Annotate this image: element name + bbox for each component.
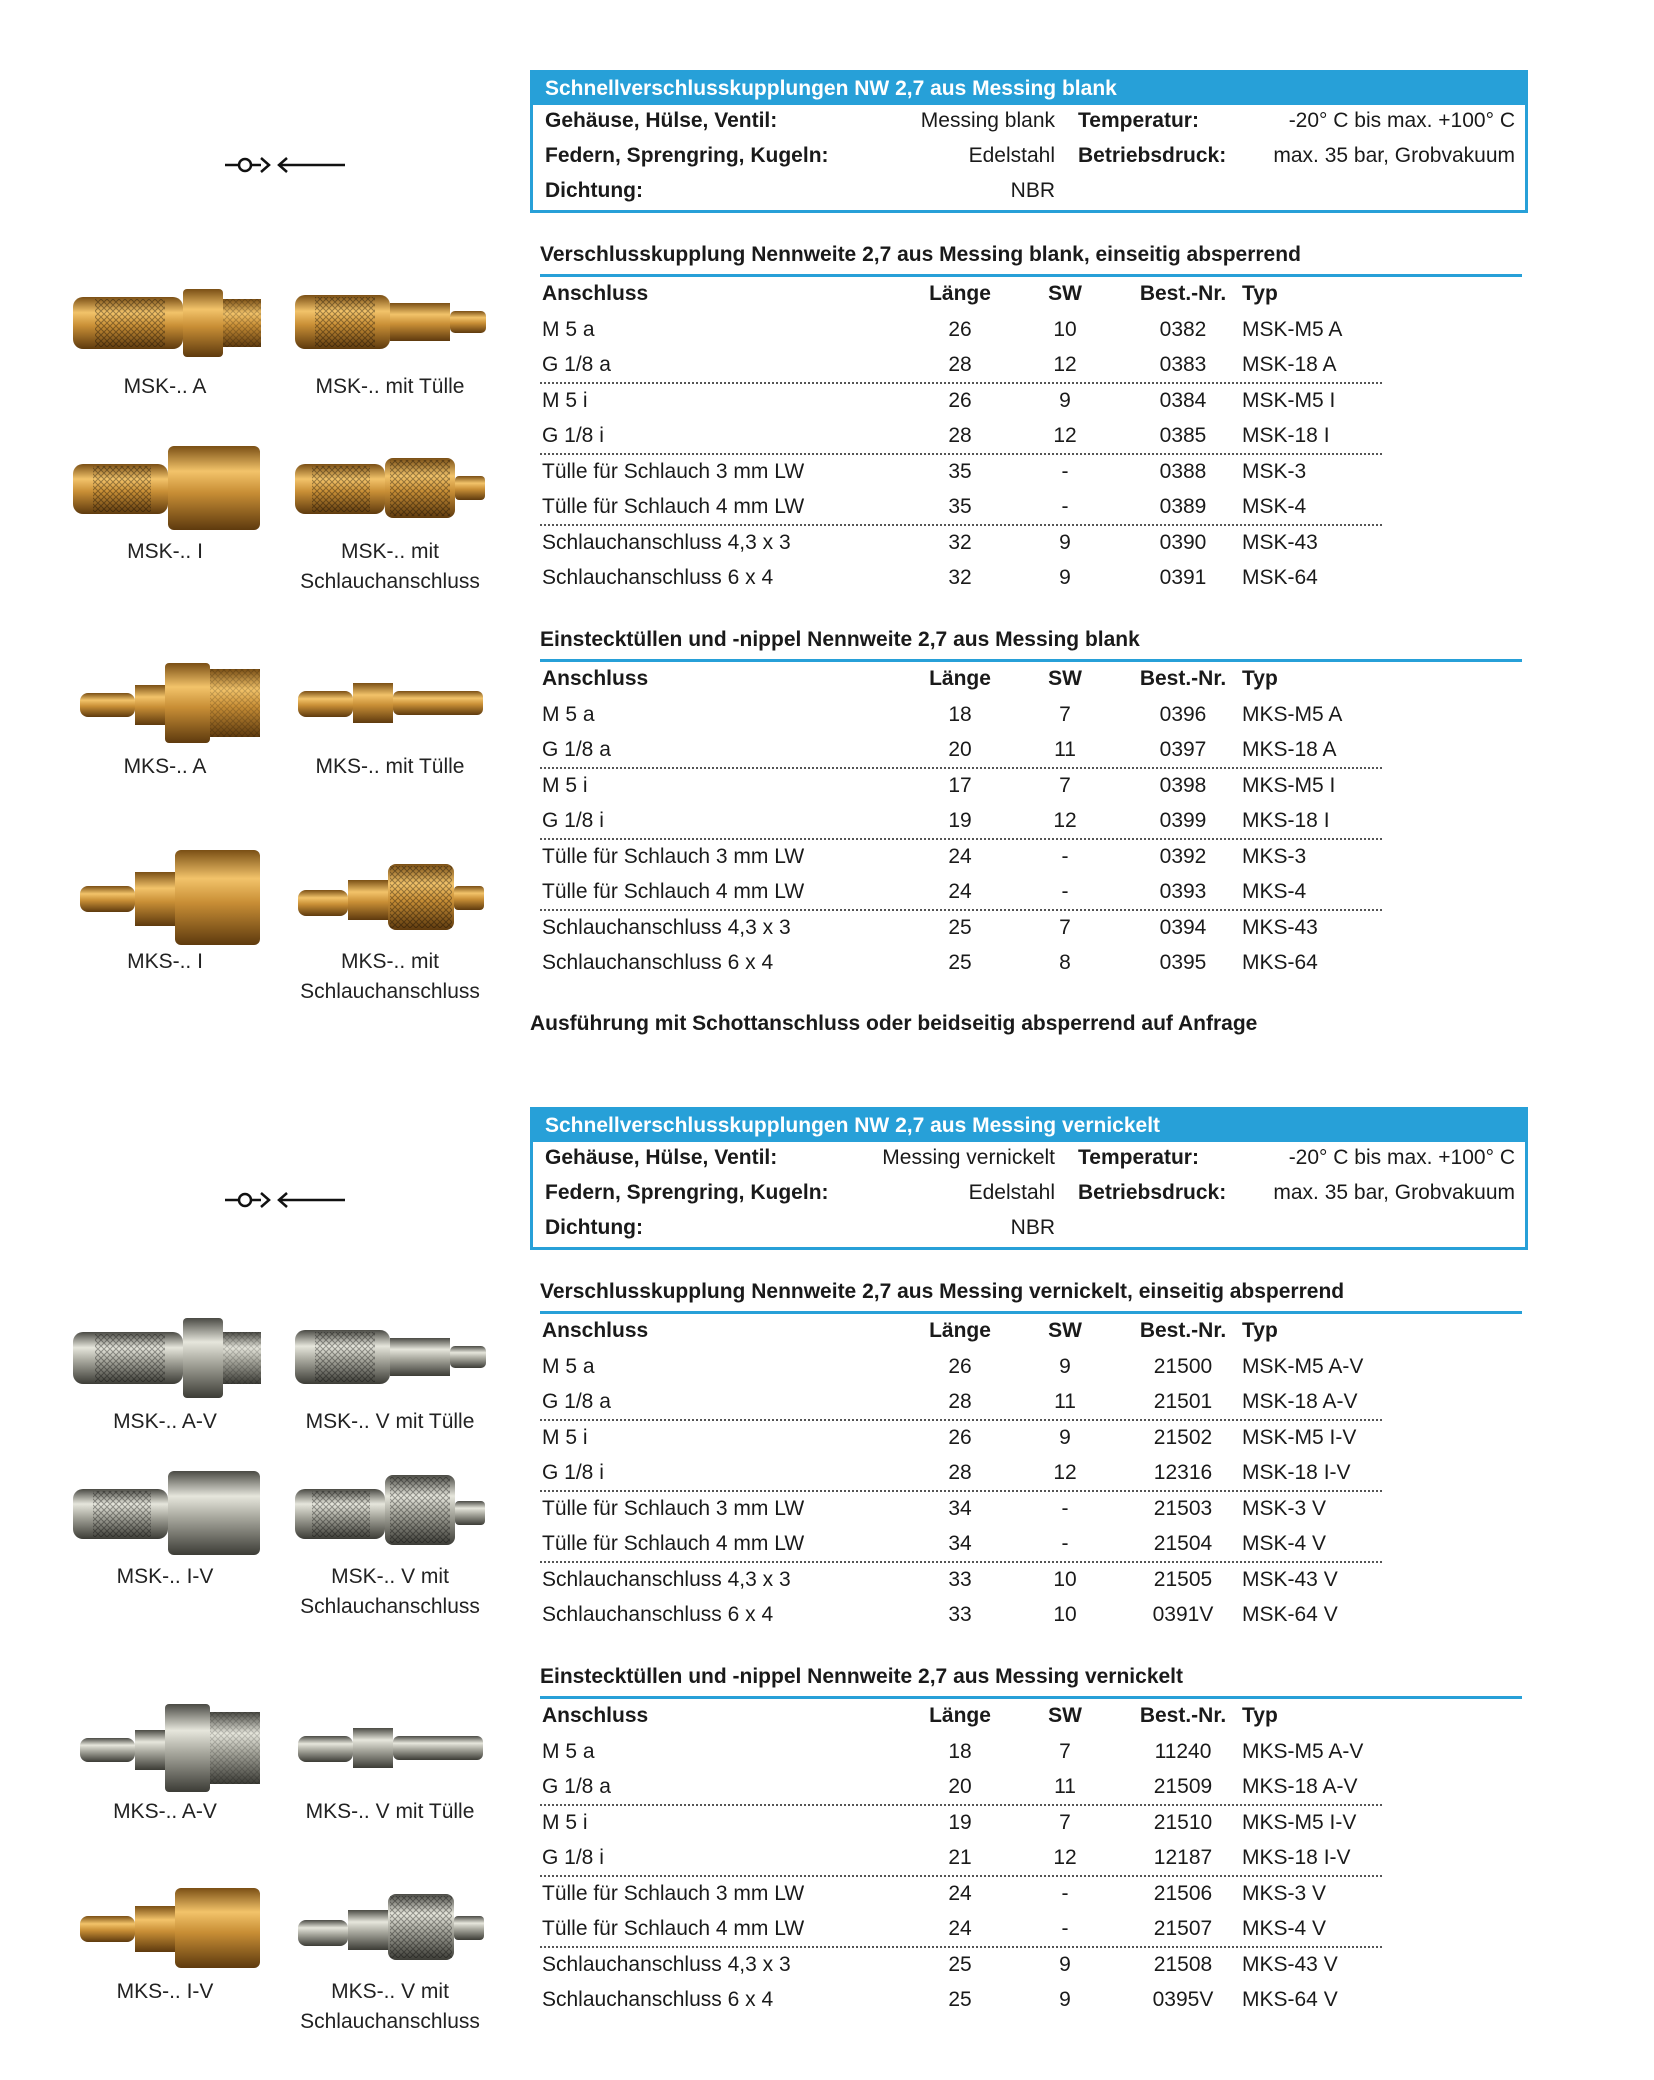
cell-laenge: 24: [948, 1917, 972, 1940]
product-table: [540, 240, 1522, 597]
caption: MKS-.. I: [127, 950, 203, 973]
cell-bestnr: 21505: [1153, 1567, 1213, 1591]
cell-anschluss: G 1/8 a: [542, 1775, 611, 1798]
cell-typ: MKS-3 V: [1242, 1881, 1327, 1905]
cell-sw: -: [1061, 880, 1069, 903]
cell-typ: MSK-M5 A-V: [1242, 1354, 1364, 1378]
column-header: Typ: [1242, 282, 1278, 305]
table-row: [540, 1492, 1522, 1528]
table-row: [540, 1770, 1382, 1806]
caption: MSK-.. A-V: [113, 1410, 217, 1433]
coupling-symbol-icon: [225, 150, 345, 180]
cell-sw: -: [1061, 495, 1069, 518]
cell-sw: 9: [1059, 530, 1071, 554]
product-table: [540, 1277, 1522, 1634]
cell-laenge: 33: [948, 1603, 972, 1626]
caption: MSK-.. mit Schlauchanschluss: [300, 540, 480, 593]
cell-anschluss: Schlauchanschluss 4,3 x 3: [542, 530, 791, 554]
cell-bestnr: 21510: [1153, 1810, 1213, 1834]
cell-laenge: 32: [948, 566, 972, 589]
column-header: Best.-Nr.: [1139, 1704, 1227, 1727]
table-row: [540, 1385, 1382, 1421]
column-header: Best.-Nr.: [1139, 667, 1227, 690]
cell-typ: MSK-M5 I-V: [1242, 1425, 1357, 1449]
column-header: Länge: [929, 667, 991, 690]
cell-anschluss: G 1/8 a: [542, 1390, 611, 1413]
cell-anschluss: M 5 a: [542, 1354, 595, 1378]
cell-bestnr: 21509: [1153, 1775, 1213, 1798]
cell-anschluss: Tülle für Schlauch 4 mm LW: [542, 1917, 805, 1940]
cell-laenge: 34: [948, 1496, 972, 1520]
cell-laenge: 26: [948, 1354, 972, 1378]
cell-sw: 7: [1059, 702, 1071, 726]
cell-sw: 11: [1054, 738, 1076, 761]
spec-box: [530, 70, 1528, 213]
cell-anschluss: Tülle für Schlauch 3 mm LW: [542, 459, 805, 483]
caption: MSK-.. mit Tülle: [315, 375, 465, 398]
spec-value: max. 35 bar, Grobvakuum: [1273, 1181, 1515, 1204]
product-image-msk-tuelle-v: [285, 1310, 495, 1437]
cell-typ: MKS-18 I-V: [1242, 1846, 1351, 1869]
cell-typ: MKS-64 V: [1242, 1988, 1338, 2011]
table-header-row: [540, 277, 1522, 313]
product-table: [540, 1662, 1522, 2019]
table-row: [540, 419, 1382, 455]
cell-sw: -: [1061, 844, 1069, 868]
column-header: Anschluss: [542, 1319, 649, 1342]
spec-label: Dichtung:: [545, 1216, 643, 1239]
table-row: [540, 1456, 1382, 1492]
cell-typ: MSK-43: [1242, 530, 1318, 554]
cell-anschluss: G 1/8 i: [542, 809, 604, 832]
column-header: Länge: [929, 282, 991, 305]
table-row: [540, 769, 1522, 805]
cell-sw: -: [1061, 1532, 1069, 1555]
cell-laenge: 32: [948, 530, 972, 554]
cell-anschluss: M 5 a: [542, 1739, 595, 1763]
cell-sw: 12: [1053, 1846, 1077, 1869]
cell-typ: MKS-M5 I-V: [1242, 1810, 1357, 1834]
cell-laenge: 21: [948, 1846, 972, 1869]
cell-bestnr: 0398: [1159, 773, 1207, 797]
cell-anschluss: Tülle für Schlauch 3 mm LW: [542, 1496, 805, 1520]
cell-typ: MSK-M5 I: [1242, 388, 1336, 412]
cell-typ: MSK-18 I: [1242, 424, 1330, 447]
table-row: [540, 1912, 1382, 1948]
table-row: [540, 1877, 1522, 1913]
cell-bestnr: 0391: [1159, 566, 1207, 589]
cell-anschluss: Schlauchanschluss 4,3 x 3: [542, 1567, 791, 1591]
caption: MKS-.. V mit Schlauchanschluss: [300, 1980, 480, 2033]
spec-value: -20° C bis max. +100° C: [1288, 1146, 1515, 1169]
cell-sw: 7: [1059, 773, 1071, 797]
cell-bestnr: 0390: [1159, 530, 1207, 554]
cell-laenge: 24: [948, 844, 972, 868]
cell-laenge: 18: [948, 1739, 972, 1763]
caption: MSK-.. A: [123, 375, 207, 398]
cell-bestnr: 0382: [1159, 317, 1207, 341]
cell-laenge: 28: [948, 1461, 972, 1484]
table-row: [540, 490, 1382, 526]
cell-laenge: 25: [948, 951, 972, 974]
caption: MKS-.. V mit Tülle: [305, 1800, 475, 1823]
spec-value: max. 35 bar, Grobvakuum: [1273, 144, 1515, 167]
cell-laenge: 35: [948, 459, 972, 483]
spec-value: Edelstahl: [968, 144, 1055, 167]
cell-laenge: 35: [948, 495, 972, 518]
cell-anschluss: Schlauchanschluss 6 x 4: [542, 951, 774, 974]
cell-sw: 10: [1053, 1567, 1077, 1591]
table-row: [540, 384, 1522, 420]
spec-label: Federn, Sprengring, Kugeln:: [545, 144, 829, 167]
spec-label: Federn, Sprengring, Kugeln:: [545, 1181, 829, 1204]
cell-sw: 7: [1059, 1739, 1071, 1763]
spec-label: Betriebsdruck:: [1078, 144, 1227, 167]
table-row: [540, 1563, 1522, 1599]
cell-bestnr: 0397: [1159, 738, 1207, 761]
cell-laenge: 26: [948, 388, 972, 412]
coupling-symbol-icon: [225, 1185, 345, 1215]
cell-typ: MSK-3 V: [1242, 1496, 1327, 1520]
cell-anschluss: G 1/8 i: [542, 1846, 604, 1869]
spec-label: Gehäuse, Hülse, Ventil:: [545, 109, 778, 132]
product-image-mks-schlauch: [285, 850, 495, 1007]
caption: MSK-.. I-V: [116, 1565, 214, 1588]
cell-sw: -: [1061, 459, 1069, 483]
table-row: [540, 1806, 1522, 1842]
cell-typ: MSK-64: [1242, 566, 1318, 589]
product-table: [540, 625, 1522, 982]
table-header-row: [540, 1314, 1522, 1350]
cell-anschluss: M 5 i: [542, 388, 588, 412]
product-image-msk-schlauch: [285, 440, 495, 597]
cell-sw: 9: [1059, 1425, 1071, 1449]
cell-anschluss: Tülle für Schlauch 3 mm LW: [542, 844, 805, 868]
cell-laenge: 25: [948, 1988, 972, 2011]
cell-typ: MSK-18 I-V: [1242, 1461, 1351, 1484]
cell-laenge: 24: [948, 1881, 972, 1905]
product-image-msk-schlauch-v: [285, 1465, 495, 1622]
product-image-msk-tuelle: [285, 275, 495, 402]
cell-bestnr: 21502: [1153, 1425, 1213, 1449]
column-header: SW: [1048, 1319, 1082, 1342]
table-header-row: [540, 662, 1522, 698]
cell-sw: 11: [1054, 1775, 1076, 1798]
cell-sw: 12: [1053, 353, 1077, 376]
cell-bestnr: 0391V: [1152, 1603, 1214, 1626]
table-row: [540, 1350, 1522, 1386]
cell-laenge: 28: [948, 353, 972, 376]
table-title: Verschlusskupplung Nennweite 2,7 aus Messing blank, einseitig absperrend: [540, 240, 1522, 277]
cell-anschluss: G 1/8 a: [542, 738, 611, 761]
cell-anschluss: Tülle für Schlauch 3 mm LW: [542, 1881, 805, 1905]
cell-sw: -: [1061, 1917, 1069, 1940]
cell-sw: -: [1061, 1496, 1069, 1520]
cell-bestnr: 21506: [1153, 1881, 1213, 1905]
cell-laenge: 25: [948, 915, 972, 939]
cell-bestnr: 0399: [1159, 809, 1207, 832]
column-header: Anschluss: [542, 1704, 649, 1727]
column-header: Typ: [1242, 667, 1278, 690]
column-header: SW: [1048, 667, 1082, 690]
table-row: [540, 455, 1522, 491]
table-row: [540, 1598, 1522, 1634]
spec-value: NBR: [1010, 179, 1055, 202]
table-row: [540, 1735, 1522, 1771]
cell-laenge: 28: [948, 1390, 972, 1413]
cell-anschluss: Tülle für Schlauch 4 mm LW: [542, 1532, 805, 1555]
product-image-mks-i-v: [60, 1880, 270, 2007]
cell-bestnr: 0394: [1159, 915, 1207, 939]
caption: MSK-.. V mit Tülle: [305, 1410, 475, 1433]
cell-bestnr: 21508: [1153, 1952, 1213, 1976]
cell-typ: MSK-18 A-V: [1242, 1390, 1358, 1413]
spec-value: Messing blank: [920, 109, 1055, 132]
cell-bestnr: 21500: [1153, 1354, 1213, 1378]
table-row: [540, 804, 1382, 840]
column-header: Anschluss: [542, 667, 649, 690]
cell-typ: MKS-4 V: [1242, 1917, 1327, 1940]
cell-typ: MKS-18 A: [1242, 738, 1337, 761]
cell-laenge: 26: [948, 317, 972, 341]
table-title: Einstecktüllen und -nippel Nennweite 2,7 aus Messing vernickelt: [540, 1662, 1522, 1699]
table-row: [540, 840, 1522, 876]
table-row: [540, 348, 1382, 384]
table-row: [540, 1841, 1382, 1877]
cell-bestnr: 0393: [1159, 880, 1207, 903]
cell-bestnr: 21504: [1153, 1532, 1213, 1555]
spec-title: Schnellverschlusskupplungen NW 2,7 aus Messing blank: [533, 73, 1525, 105]
cell-typ: MKS-18 A-V: [1242, 1775, 1358, 1798]
cell-typ: MSK-M5 A: [1242, 317, 1343, 341]
cell-laenge: 26: [948, 1425, 972, 1449]
table-row: [540, 698, 1522, 734]
column-header: Typ: [1242, 1704, 1278, 1727]
table-row: [540, 313, 1522, 349]
cell-bestnr: 0383: [1159, 353, 1207, 376]
cell-laenge: 19: [948, 1810, 972, 1834]
column-header: Typ: [1242, 1319, 1278, 1342]
spec-label: Temperatur:: [1078, 109, 1199, 132]
spec-label: Betriebsdruck:: [1078, 1181, 1227, 1204]
column-header: Länge: [929, 1704, 991, 1727]
cell-bestnr: 12187: [1153, 1846, 1213, 1869]
spec-label: Dichtung:: [545, 179, 643, 202]
cell-typ: MSK-4 V: [1242, 1532, 1327, 1555]
table-row: [540, 1948, 1522, 1984]
cell-sw: -: [1061, 1881, 1069, 1905]
table-title: Verschlusskupplung Nennweite 2,7 aus Messing vernickelt, einseitig absperrend: [540, 1277, 1522, 1314]
cell-bestnr: 0389: [1159, 495, 1207, 518]
cell-bestnr: 0384: [1159, 388, 1207, 412]
table-header-row: [540, 1699, 1522, 1735]
product-image-mks-a-v: [60, 1700, 270, 1827]
table-row: [540, 1421, 1522, 1457]
caption: MKS-.. I-V: [116, 1980, 214, 2003]
cell-sw: 10: [1053, 317, 1077, 341]
spec-label: Gehäuse, Hülse, Ventil:: [545, 1146, 778, 1169]
cell-bestnr: 11240: [1154, 1739, 1212, 1763]
cell-typ: MSK-18 A: [1242, 353, 1337, 376]
caption: MKS-.. mit Tülle: [315, 755, 465, 778]
cell-laenge: 18: [948, 702, 972, 726]
cell-anschluss: Tülle für Schlauch 4 mm LW: [542, 495, 805, 518]
caption: MKS-.. A: [123, 755, 207, 778]
table-title: Einstecktüllen und -nippel Nennweite 2,7 aus Messing blank: [540, 625, 1522, 662]
spec-label: Temperatur:: [1078, 1146, 1199, 1169]
cell-laenge: 19: [948, 809, 972, 832]
cell-anschluss: M 5 i: [542, 1425, 588, 1449]
cell-anschluss: Tülle für Schlauch 4 mm LW: [542, 880, 805, 903]
spec-box: [530, 1107, 1528, 1250]
spec-value: NBR: [1010, 1216, 1055, 1239]
cell-typ: MKS-M5 A: [1242, 702, 1343, 726]
cell-sw: 8: [1059, 951, 1071, 974]
cell-typ: MKS-3: [1242, 844, 1307, 868]
product-image-msk-i-v: [60, 1465, 270, 1592]
cell-typ: MKS-M5 I: [1242, 773, 1336, 797]
cell-typ: MKS-43 V: [1242, 1952, 1338, 1976]
product-image-mks-a: [60, 655, 270, 782]
cell-laenge: 20: [948, 738, 972, 761]
table-row: [540, 946, 1522, 982]
table-row: [540, 1527, 1382, 1563]
caption: MSK-.. I: [127, 540, 203, 563]
cell-typ: MSK-64 V: [1242, 1603, 1338, 1626]
spec-value: Messing vernickelt: [882, 1146, 1055, 1169]
cell-anschluss: Schlauchanschluss 6 x 4: [542, 1988, 774, 2011]
cell-typ: MKS-43: [1242, 915, 1318, 939]
cell-sw: 10: [1053, 1603, 1077, 1626]
cell-sw: 9: [1059, 1354, 1071, 1378]
spec-title: Schnellverschlusskupplungen NW 2,7 aus Messing vernickelt: [533, 1110, 1525, 1142]
cell-anschluss: Schlauchanschluss 4,3 x 3: [542, 915, 791, 939]
cell-sw: 9: [1059, 566, 1071, 589]
product-image-msk-a: [60, 275, 270, 402]
product-image-mks-schlauch-v: [285, 1880, 495, 2037]
cell-anschluss: M 5 a: [542, 702, 595, 726]
cell-bestnr: 21507: [1153, 1917, 1213, 1940]
table-row: [540, 561, 1522, 597]
spec-value: -20° C bis max. +100° C: [1288, 109, 1515, 132]
column-header: Länge: [929, 1319, 991, 1342]
cell-bestnr: 0395V: [1152, 1988, 1214, 2011]
table-row: [540, 911, 1522, 947]
cell-typ: MSK-4: [1242, 495, 1307, 518]
cell-anschluss: Schlauchanschluss 6 x 4: [542, 566, 774, 589]
cell-laenge: 28: [948, 424, 972, 447]
cell-sw: 9: [1059, 1952, 1071, 1976]
cell-anschluss: Schlauchanschluss 4,3 x 3: [542, 1952, 791, 1976]
cell-sw: 12: [1053, 809, 1077, 832]
cell-sw: 12: [1053, 424, 1077, 447]
column-header: Best.-Nr.: [1139, 282, 1227, 305]
column-header: SW: [1048, 282, 1082, 305]
cell-anschluss: G 1/8 i: [542, 1461, 604, 1484]
cell-sw: 9: [1059, 1988, 1071, 2011]
cell-typ: MKS-18 I: [1242, 809, 1330, 832]
cell-bestnr: 0388: [1159, 459, 1207, 483]
column-header: Anschluss: [542, 282, 649, 305]
cell-anschluss: G 1/8 a: [542, 353, 611, 376]
cell-typ: MSK-3: [1242, 459, 1307, 483]
cell-typ: MKS-4: [1242, 880, 1307, 903]
cell-bestnr: 0385: [1159, 424, 1207, 447]
cell-typ: MKS-M5 A-V: [1242, 1739, 1364, 1763]
table-row: [540, 1983, 1522, 2019]
cell-laenge: 17: [948, 773, 972, 797]
cell-laenge: 34: [948, 1532, 972, 1555]
cell-laenge: 33: [948, 1567, 972, 1591]
cell-bestnr: 12316: [1153, 1461, 1213, 1484]
cell-sw: 12: [1053, 1461, 1077, 1484]
cell-typ: MKS-64: [1242, 951, 1318, 974]
cell-sw: 7: [1059, 915, 1071, 939]
cell-bestnr: 0396: [1159, 702, 1207, 726]
cell-anschluss: Schlauchanschluss 6 x 4: [542, 1603, 774, 1626]
caption: MSK-.. V mit Schlauchanschluss: [300, 1565, 480, 1618]
product-image-mks-tuelle: [285, 655, 495, 782]
cell-bestnr: 0395: [1159, 951, 1207, 974]
footnote: Ausführung mit Schottanschluss oder beidseitig absperrend auf Anfrage: [530, 1012, 1258, 1035]
product-image-msk-i: [60, 440, 270, 567]
cell-anschluss: G 1/8 i: [542, 424, 604, 447]
cell-laenge: 24: [948, 880, 972, 903]
cell-sw: 9: [1059, 388, 1071, 412]
cell-bestnr: 21501: [1153, 1390, 1213, 1413]
table-row: [540, 526, 1522, 562]
cell-laenge: 25: [948, 1952, 972, 1976]
cell-bestnr: 0392: [1159, 844, 1207, 868]
product-image-mks-tuelle-v: [285, 1700, 495, 1827]
cell-anschluss: M 5 i: [542, 773, 588, 797]
cell-anschluss: M 5 i: [542, 1810, 588, 1834]
product-image-mks-i: [60, 850, 270, 977]
caption: MKS-.. mit Schlauchanschluss: [300, 950, 480, 1003]
cell-sw: 7: [1059, 1810, 1071, 1834]
column-header: Best.-Nr.: [1139, 1319, 1227, 1342]
table-row: [540, 875, 1382, 911]
spec-value: Edelstahl: [968, 1181, 1055, 1204]
cell-laenge: 20: [948, 1775, 972, 1798]
caption: MKS-.. A-V: [113, 1800, 217, 1823]
cell-sw: 11: [1054, 1390, 1076, 1413]
table-row: [540, 733, 1382, 769]
column-header: SW: [1048, 1704, 1082, 1727]
product-image-msk-a-v: [60, 1310, 270, 1437]
cell-typ: MSK-43 V: [1242, 1567, 1338, 1591]
cell-anschluss: M 5 a: [542, 317, 595, 341]
cell-bestnr: 21503: [1153, 1496, 1213, 1520]
